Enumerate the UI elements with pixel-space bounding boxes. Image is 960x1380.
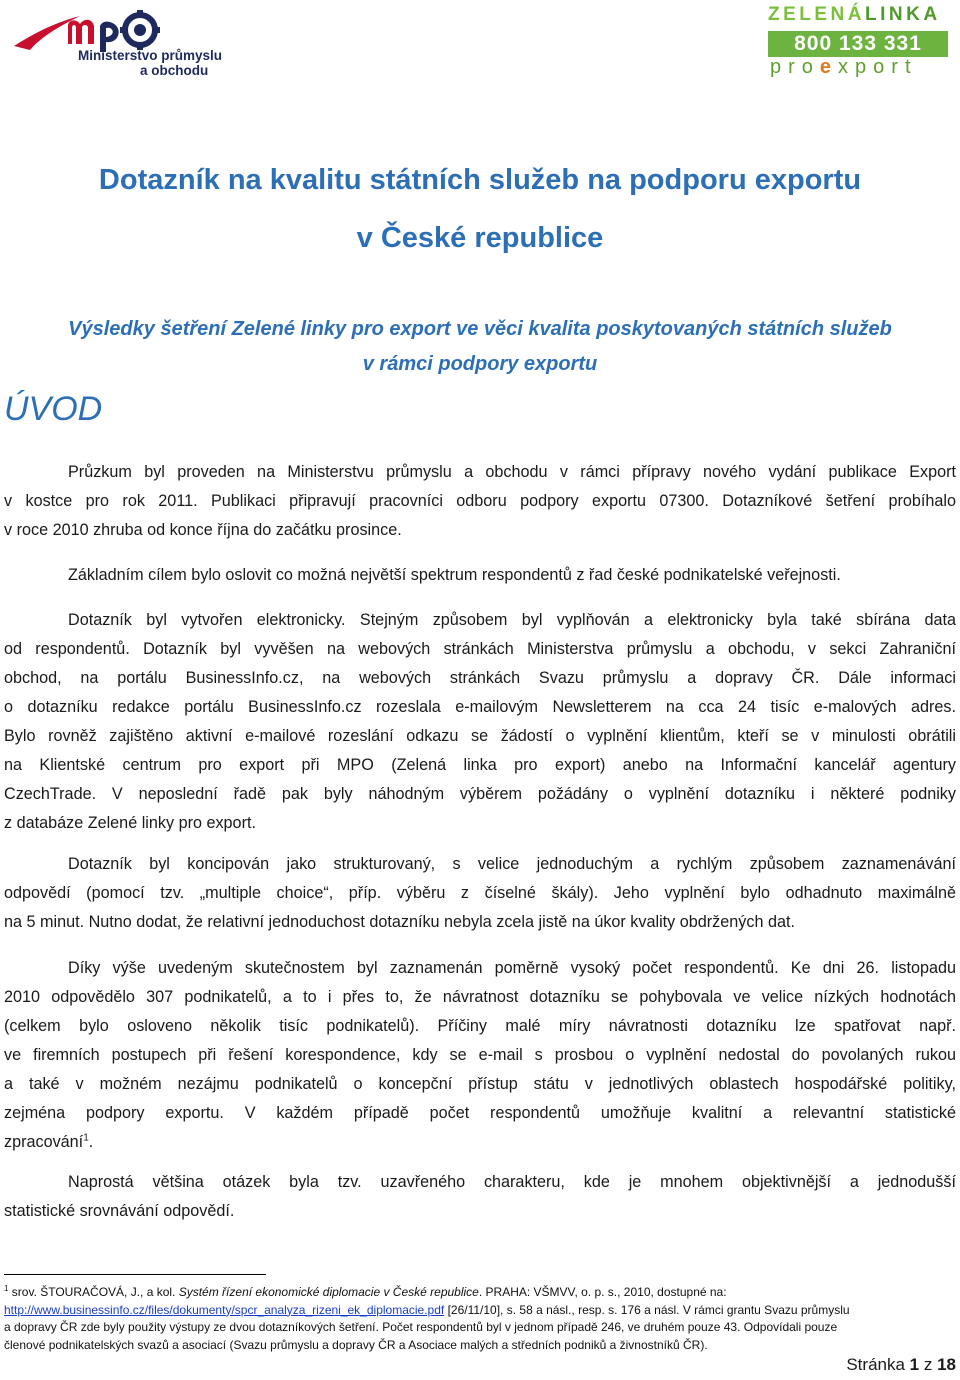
paragraph-2 bbox=[4, 561, 956, 590]
paragraph-line: Dotazník byl vytvořen elektronicky. Stejným způsobem byl vyplňován a elektronicky byla také sbírána data bbox=[68, 611, 956, 629]
document-subtitle-line1: Výsledky šetření Zelené linky pro export ve věci kvalita poskytovaných státních služeb bbox=[68, 318, 892, 340]
paragraph-line: statistické srovnávání odpovědí. bbox=[4, 1202, 235, 1220]
paragraph-line: v kostce pro rok 2011. Publikaci připravují pracovníci odboru podpory exportu 07300. Dotazníkové šetření probíhalo bbox=[4, 492, 956, 510]
zelena-linka-phone: 800 133 331 bbox=[768, 31, 948, 57]
footnote-line-1 bbox=[4, 1284, 956, 1302]
footnote-text: [26/11/10], s. 58 a násl., resp. s. 176 a násl. V rámci grantu Svazu průmyslu bbox=[444, 1302, 850, 1317]
paragraph-3 bbox=[4, 606, 956, 838]
paragraph-line: (celkem bylo osloveno několik tisíc podnikatelů). Příčiny malé míry návratnosti dotazníku lze spatřovat např. bbox=[4, 1017, 956, 1035]
paragraph-1 bbox=[4, 458, 956, 545]
footnote-divider bbox=[4, 1274, 266, 1275]
mpo-logo-line2: a obchodu bbox=[140, 63, 209, 78]
paragraph-line: o dotazníku redakce portálu BusinessInfo.cz rozeslala e-mailovým Newsletterem na cca 24 tisíc e-malových adres. bbox=[4, 698, 956, 716]
paragraph-5 bbox=[4, 954, 956, 1157]
paragraph-line: ve firemních postupech při řešení korespondence, kdy se e-mail s prosbou o vyplnění nedostal do povolaných rukou bbox=[4, 1046, 956, 1064]
mpo-logo-line1: Ministerstvo průmyslu bbox=[78, 48, 223, 63]
footnote-line-3: a dopravy ČR zde byly použity výstupy ze dvou dotazníkových šetření. Počet respondentů byl v jednom případě 246, ve druhém pouze 43. Odpovídali pouze bbox=[4, 1320, 838, 1334]
footnote-line-4: členové podnikatelských svazů a asociací (Svazu průmyslu a dopravy ČR a Asociace malých a středních podniků a živnostníků ČR). bbox=[4, 1337, 708, 1352]
zelena-linka-logo bbox=[768, 4, 948, 80]
zelena-linka-title-part2: LINKA bbox=[865, 4, 941, 25]
footnote-link[interactable]: http://www.businessinfo.cz/files/dokumenty/spcr_analyza_rizeni_ek_diplomacie.pdf bbox=[4, 1302, 445, 1317]
paragraph-line: Díky výše uvedeným skutečnostem byl zaznamenán poměrně vysoký počet respondentů. Ke dni 26. listopadu bbox=[68, 959, 956, 977]
paragraph-line: zejména podpory exportu. V každém případě počet respondentů umožňuje kvalitní a relevantní statistické bbox=[4, 1104, 956, 1122]
footnote-line-2 bbox=[4, 1302, 956, 1320]
paragraph-line: a také v možném nezájmu podnikatelů o koncepční přístup státu v jednotlivých oblastech hospodářské politiky, bbox=[4, 1075, 956, 1093]
paragraph-line: v roce 2010 zhruba od konce října do začátku prosince. bbox=[4, 521, 402, 539]
zelena-linka-title bbox=[768, 4, 941, 26]
proexport-part1: pro bbox=[770, 56, 820, 78]
paragraph-end: . bbox=[88, 1133, 94, 1151]
mpo-logo-text bbox=[78, 48, 222, 78]
footnote-text: . PRAHA: VŠMVV, o. p. s., 2010, dostupné na: bbox=[478, 1285, 727, 1299]
paragraph-text: zpracování bbox=[4, 1133, 84, 1151]
paragraph-line: Bylo rovněž zajištěno aktivní e-mailové rozeslání odkazu se žádostí o vyplnění klientům, kteří se v minulosti obrátili bbox=[4, 727, 956, 745]
paragraph-line: Naprostá většina otázek byla tzv. uzavřeného charakteru, kde je mnohem objektivnější a jednodušší bbox=[68, 1173, 956, 1191]
mpo-logo bbox=[10, 6, 223, 86]
paragraph-line: od respondentů. Dotazník byl vyvěšen na webových stránkách Ministerstva průmyslu a obchodu, v sekci Zahraniční bbox=[4, 640, 956, 658]
zelena-linka-proexport bbox=[770, 56, 918, 79]
document-title-line2: v České republice bbox=[356, 222, 604, 254]
document-subtitle-line2: v rámci podpory exportu bbox=[362, 353, 598, 375]
paragraph-line: z databáze Zelené linky pro export. bbox=[4, 814, 256, 832]
page-number-total: 18 bbox=[937, 1355, 956, 1374]
proexport-part2: xport bbox=[838, 56, 918, 78]
paragraph-line: na Klientské centrum pro export při MPO (Zelená linka pro export) anebo na Informační kancelář agentury bbox=[4, 756, 956, 774]
proexport-e: e bbox=[819, 56, 839, 78]
page-number-middle: z bbox=[919, 1355, 938, 1374]
mpo-logo-mark bbox=[10, 6, 210, 52]
footnote-book-title: Systém řízení ekonomické diplomacie v České republice bbox=[178, 1285, 479, 1299]
footnote-ref[interactable]: 1 bbox=[83, 1132, 89, 1144]
paragraph-line: 2010 odpovědělo 307 podnikatelů, a to i přes to, že návratnost dotazníku se pohybovala ve velice nízkých hodnotách bbox=[4, 988, 956, 1006]
paragraph-line: CzechTrade. V neposlední řadě pak byly náhodným výběrem požádány o vyplnění dotazníku i některé podniky bbox=[4, 785, 956, 803]
footnote-text: srov. ŠTOURAČOVÁ, J., a kol. bbox=[8, 1285, 179, 1299]
page-number bbox=[846, 1355, 956, 1375]
footnote-number: 1 bbox=[4, 1284, 9, 1293]
paragraph-line: na 5 minut. Nutno dodat, že relativní jednoduchost dotazníku nebyla zcela jistě na úkor kvality obdržených dat. bbox=[4, 913, 795, 931]
section-heading-uvod: ÚVOD bbox=[4, 390, 103, 428]
paragraph-line: Průzkum byl proveden na Ministerstvu průmyslu a obchodu v rámci přípravy nového vydání publikace Export bbox=[68, 463, 956, 481]
zelena-linka-title-part1: ZELENÁ bbox=[768, 4, 865, 25]
paragraph-line: Základním cílem bylo oslovit co možná největší spektrum respondentů z řad české podnikatelské veřejnosti. bbox=[68, 566, 841, 584]
page-number-current: 1 bbox=[909, 1355, 920, 1374]
paragraph-line: obchod, na portálu BusinessInfo.cz, na webových stránkách Svazu průmyslu a dopravy ČR. Dále informaci bbox=[4, 669, 956, 687]
page-number-prefix: Stránka bbox=[846, 1355, 910, 1374]
paragraph-6 bbox=[4, 1168, 956, 1226]
paragraph-line-last bbox=[4, 1128, 956, 1157]
paragraph-4 bbox=[4, 850, 956, 937]
footnote bbox=[4, 1284, 956, 1354]
paragraph-line: Dotazník byl koncipován jako strukturovaný, s velice jednoduchým a rychlým způsobem zaznamenávání bbox=[68, 855, 956, 873]
paragraph-line: odpovědí (pomocí tzv. „multiple choice“, příp. výběru z číselné škály). Jeho vyplnění bylo odhadnuto maximálně bbox=[4, 884, 956, 902]
document-title-line1: Dotazník na kvalitu státních služeb na podporu exportu bbox=[98, 164, 862, 196]
